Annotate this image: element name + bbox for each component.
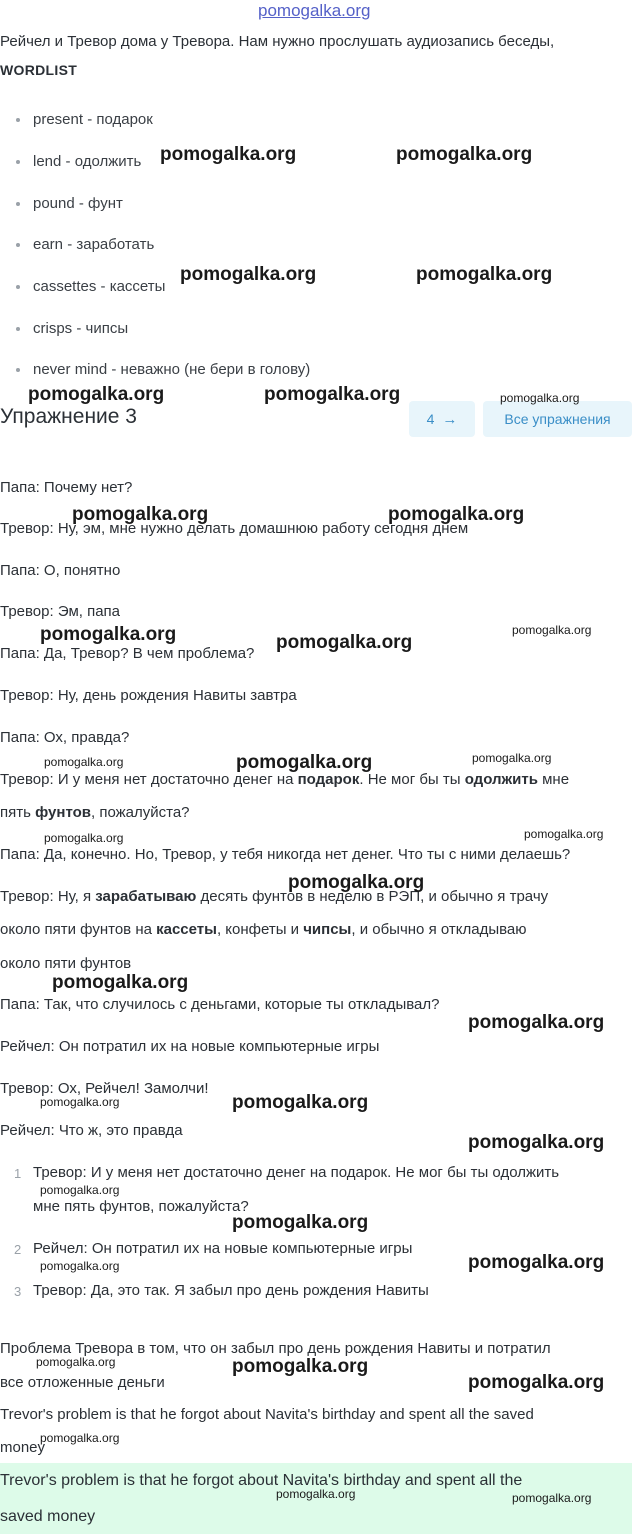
bullet-icon	[16, 327, 20, 331]
watermark: pomogalka.org	[396, 144, 533, 165]
dialog-line: Тревор: И у меня нет достаточно денег на подарок. Не мог бы ты одолжить мне	[0, 771, 570, 788]
watermark: pomogalka.org	[40, 1095, 120, 1109]
intro-text: Рейчел и Тревор дома у Тревора. Нам нужно прослушать аудиозапись беседы,	[0, 33, 555, 50]
watermark: pomogalka.org	[468, 1012, 605, 1033]
answer-box-line: Trevor's problem is that he forgot about Navita's birthday and spent all the	[0, 1472, 523, 1489]
watermark: pomogalka.org	[468, 1372, 605, 1393]
arrow-right-icon: →	[442, 410, 458, 428]
watermark: pomogalka.org	[160, 144, 297, 165]
watermark: pomogalka.org	[36, 1355, 116, 1369]
dialog-line: Тревор: Ну, день рождения Навиты завтра	[0, 687, 297, 704]
watermark: pomogalka.org	[276, 1487, 356, 1501]
dialog-line: Папа: Да, Тревор? В чем проблема?	[0, 645, 255, 662]
bullet-icon	[16, 160, 20, 164]
dialog-line: Тревор: Эм, папа	[0, 603, 121, 620]
numbered-item: Тревор: И у меня нет достаточно денег на подарок. Не мог бы ты одолжить	[33, 1164, 560, 1181]
watermark: pomogalka.org	[44, 831, 124, 845]
watermark: pomogalka.org	[232, 1212, 369, 1233]
dialog-line: Папа: Так, что случилось с деньгами, которые ты откладывал?	[0, 996, 440, 1013]
bullet-icon	[16, 243, 20, 247]
watermark: pomogalka.org	[468, 1252, 605, 1273]
dialog-line: около пяти фунтов на кассеты, конфеты и чипсы, и обычно я откладываю	[0, 921, 527, 938]
answer-ru-line: Проблема Тревора в том, что он забыл про день рождения Навиты и потратил	[0, 1340, 551, 1357]
dialog-line: Папа: О, понятно	[0, 562, 121, 579]
watermark: pomogalka.org	[472, 751, 552, 765]
watermark: pomogalka.org	[258, 1, 371, 20]
watermark: pomogalka.org	[232, 1356, 369, 1377]
item-number: 1	[14, 1166, 22, 1181]
all-exercises-label: Все упражнения	[504, 411, 611, 427]
next-exercise-label: 4	[426, 411, 435, 427]
watermark: pomogalka.org	[232, 1092, 369, 1113]
numbered-item: мне пять фунтов, пожалуйста?	[33, 1198, 249, 1215]
wordlist-title: WORDLIST	[0, 62, 78, 78]
dialog-line: Тревор: Ну, я зарабатываю десять фунтов в неделю в РЭП, и обычно я трачу	[0, 888, 549, 905]
watermark: pomogalka.org	[180, 264, 317, 285]
watermark: pomogalka.org	[524, 827, 604, 841]
numbered-item: Рейчел: Он потратил их на новые компьютерные игры	[33, 1240, 413, 1257]
dialog-line: Рейчел: Он потратил их на новые компьютерные игры	[0, 1038, 380, 1055]
answer-en-line: money	[0, 1439, 46, 1456]
item-number: 3	[14, 1284, 22, 1299]
dialog-line: около пяти фунтов	[0, 955, 132, 972]
dialog-line: Рейчел: Что ж, это правда	[0, 1122, 183, 1139]
next-exercise-button[interactable]	[409, 401, 475, 437]
dialog-line: Папа: Почему нет?	[0, 479, 133, 496]
watermark: pomogalka.org	[40, 1183, 120, 1197]
dialog-line: Тревор: Ох, Рейчел! Замолчи!	[0, 1080, 209, 1097]
all-exercises-button[interactable]	[483, 401, 632, 437]
watermark: pomogalka.org	[500, 391, 580, 405]
watermark: pomogalka.org	[276, 632, 413, 653]
watermark: pomogalka.org	[40, 1431, 120, 1445]
dialog-line: Тревор: Ну, эм, мне нужно делать домашнюю работу сегодня днем	[0, 520, 469, 537]
exercise-title: Упражнение 3	[0, 405, 137, 428]
dialog-line: Папа: Да, конечно. Но, Тревор, у тебя никогда нет денег. Что ты с ними делаешь?	[0, 846, 571, 863]
watermark: pomogalka.org	[40, 1259, 120, 1273]
watermark: pomogalka.org	[72, 504, 209, 525]
watermark: pomogalka.org	[416, 264, 553, 285]
watermark: pomogalka.org	[52, 972, 189, 993]
watermark: pomogalka.org	[236, 752, 373, 773]
watermark: pomogalka.org	[288, 872, 425, 893]
watermark: pomogalka.org	[28, 384, 165, 405]
watermark: pomogalka.org	[44, 755, 124, 769]
answer-ru-line: все отложенные деньги	[0, 1374, 165, 1391]
watermark: pomogalka.org	[264, 384, 401, 405]
dialog-line: Папа: Ох, правда?	[0, 729, 130, 746]
bullet-icon	[16, 118, 20, 122]
watermark: pomogalka.org	[40, 624, 177, 645]
numbered-item: Тревор: Да, это так. Я забыл про день рождения Навиты	[33, 1282, 429, 1299]
item-number: 2	[14, 1242, 22, 1257]
watermark: pomogalka.org	[512, 623, 592, 637]
bullet-icon	[16, 202, 20, 206]
watermark: pomogalka.org	[388, 504, 525, 525]
watermark: pomogalka.org	[512, 1491, 592, 1505]
watermark: pomogalka.org	[468, 1132, 605, 1153]
dialog-line: пять фунтов, пожалуйста?	[0, 804, 190, 821]
answer-box-line: saved money	[0, 1508, 96, 1525]
bullet-icon	[16, 285, 20, 289]
bullet-icon	[16, 368, 20, 372]
answer-en-line: Trevor's problem is that he forgot about Navita's birthday and spent all the saved	[0, 1406, 534, 1423]
